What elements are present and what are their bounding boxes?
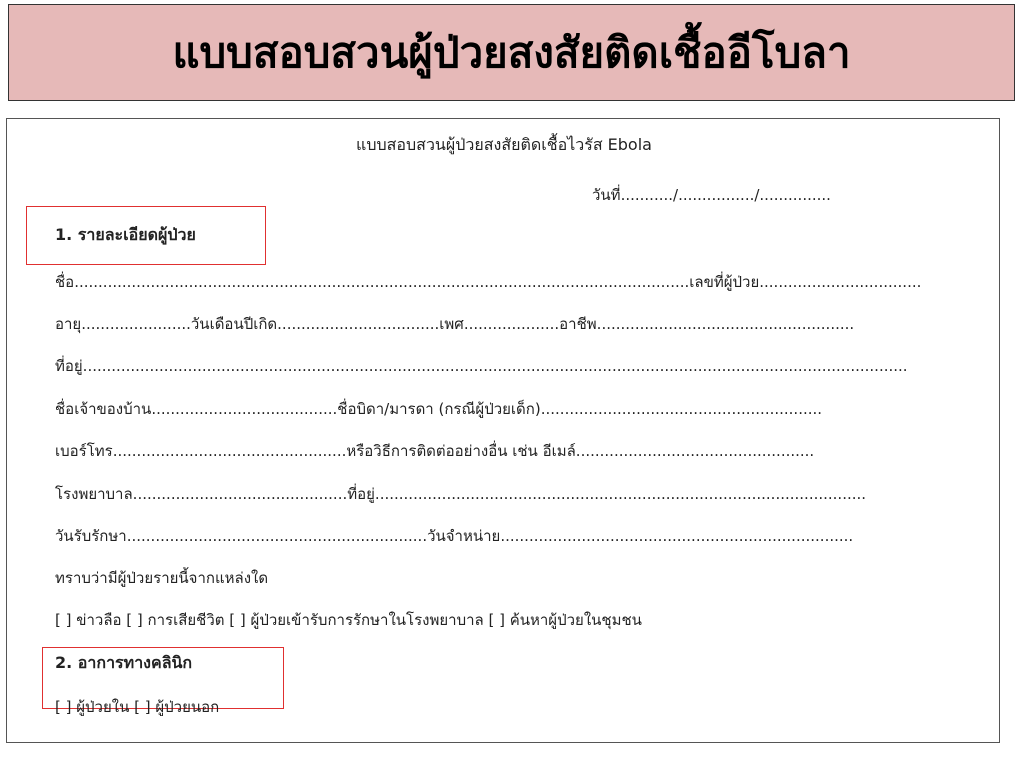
- section1-title: 1. รายละเอียดผู้ป่วย: [55, 225, 196, 244]
- form-document: [6, 118, 1000, 743]
- admission-line: วันรับรักษา...............................................................วันจำหน่าย..........................................................................: [55, 527, 854, 545]
- name-line: ชื่อ.................................................................................................................................เลขที่ผู้ป่วย..................................: [55, 273, 922, 291]
- hospital-line: โรงพยาบาล.............................................ที่อยู่.......................................................................................................: [55, 485, 867, 503]
- section2-title: 2. อาการทางคลินิก: [55, 653, 193, 672]
- title-banner: [8, 4, 1015, 101]
- slide-title: แบบสอบสวนผู้ป่วยสงสัยติดเชื้ออีโบลา: [172, 27, 851, 77]
- address-line: ที่อยู่.............................................................................................................................................................................: [55, 357, 908, 375]
- date-field: วันที่.........../................/...............: [592, 186, 831, 204]
- source-options-line: [ ] ข่าวลือ [ ] การเสียชีวิต [ ] ผู้ป่วยเข้ารับการรักษาในโรงพยาบาล [ ] ค้นหาผู้ป่วยในชุมชน: [55, 611, 642, 629]
- age-line: อายุ.......................วันเดือนปีเกิด..................................เพศ....................อาชีพ......................................................: [55, 315, 855, 333]
- patient-type-line: [ ] ผู้ป่วยใน [ ] ผู้ป่วยนอก: [55, 698, 220, 716]
- form-title: แบบสอบสวนผู้ป่วยสงสัยติดเชื้อไวรัส Ebola: [356, 135, 652, 154]
- source-question-line: ทราบว่ามีผู้ป่วยรายนี้จากแหล่งใด: [55, 569, 269, 587]
- householder-line: ชื่อเจ้าของบ้าน.......................................ชื่อบิดา/มารดา (กรณีผู้ป่วยเด็ก)...........................................................: [55, 400, 823, 418]
- phone-line: เบอร์โทร.................................................หรือวิธีการติดต่ออย่างอื่น เช่น อีเมล์..................................................: [55, 442, 815, 460]
